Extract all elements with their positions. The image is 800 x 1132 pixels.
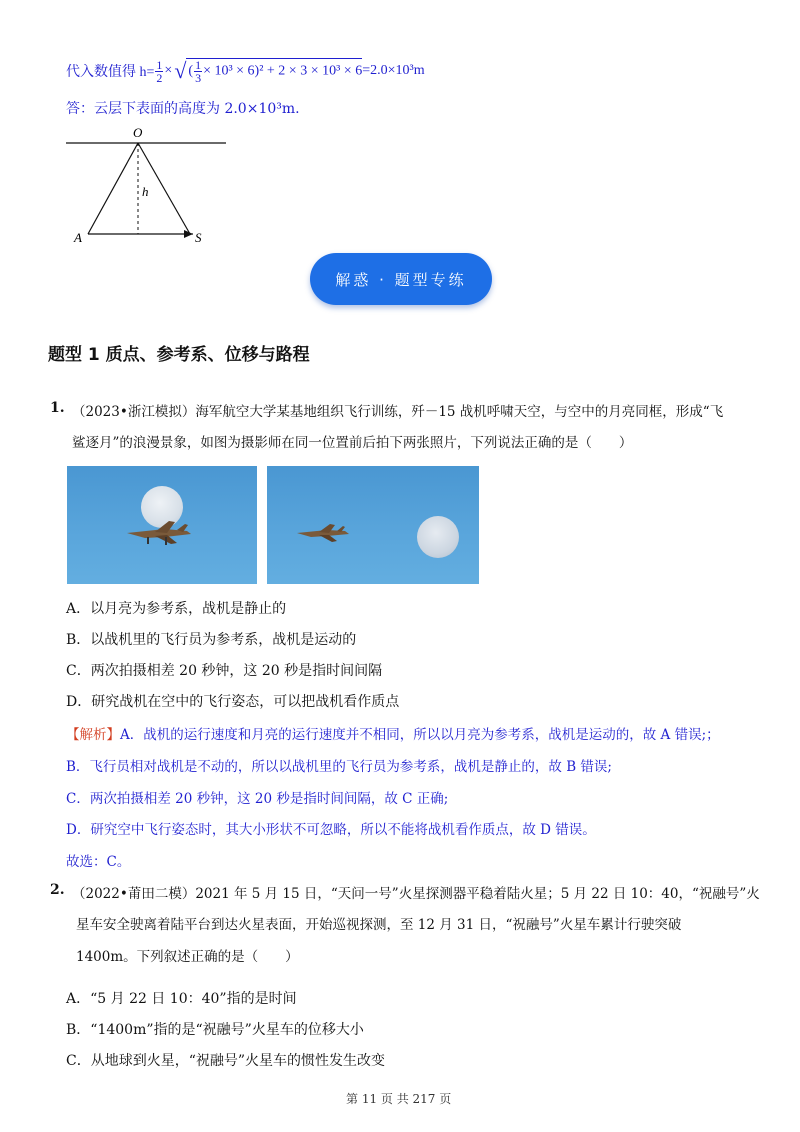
fraction-third: $\frac{1}{3}$ [195,58,202,85]
q1-option-b: B．以战机里的飞行员为参考系，战机是运动的 [66,632,357,648]
q2-stem-line1: （2022•莆田二模）2021 年 5 月 15 日，“天问一号”火星探测器平稳着陆火星；5 月 22 日 10：40，“祝融号”火 [72,886,760,902]
q1-stem-line2: 鲨逐月”的浪漫景象，如图为摄影师在同一位置前后拍下两张照片，下列说法正确的是（ ） [72,435,633,451]
sqrt-symbol: √ [174,58,187,83]
formula-prefix: 代入数值得 h= [66,65,155,80]
solution-answer: 答：云层下表面的高度为 2.0×10³m. [66,101,300,117]
analysis-tag: 【解析】 [66,727,120,743]
q1-option-a: A．以月亮为参考系，战机是静止的 [66,601,287,617]
q1-analysis-line2: B．飞行员相对战机是不动的，所以以战机里的飞行员为参考系，战机是静止的，故 B 错误; [66,759,612,775]
q1-option-d: D．研究战机在空中的飞行姿态，可以把战机看作质点 [66,694,400,710]
q2-number: 2. [50,882,65,898]
formula-result: =2.0×10³m [362,63,425,78]
photo-plane-moon-apart [267,466,479,584]
page-footer: 第 11 页 共 217 页 [346,1092,452,1106]
solution-formula: 代入数值得 h= $\frac{1}{2}$ × √ ( $\frac{1}{3}$ × 10³ × 6)² + 2 × 3 × 10³ × 6 =2.0×10³m [66,57,425,85]
q1-number: 1. [50,400,65,416]
q2-option-b: B．“1400m”指的是“祝融号”火星车的位移大小 [66,1022,364,1038]
q1-analysis-line4: D．研究空中飞行姿态时，其大小形状不可忽略，所以不能将战机看作质点，故 D 错误。 [66,822,596,838]
q2-option-a: A．“5 月 22 日 10：40”指的是时间 [66,991,297,1007]
path-a-to-o [88,143,138,234]
geometry-figure [60,124,230,249]
section-title: 题型 1 质点、参考系、位移与路程 [48,345,310,365]
q1-analysis-line3: C．两次拍摄相差 20 秒钟，这 20 秒是指时间间隔，故 C 正确; [66,791,449,807]
label-s: S [195,230,202,245]
sqrt-radicand: ( $\frac{1}{3}$ × 10³ × 6)² + 2 × 3 × 10³ × 6 [188,58,363,85]
moon-icon [417,516,459,558]
q1-option-c: C．两次拍摄相差 20 秒钟，这 20 秒是指时间间隔 [66,663,383,679]
label-a: A [74,230,82,245]
fighter-jet-icon [295,521,351,545]
q1-analysis-line1: 【解析】A．战机的运行速度和月亮的运行速度并不相同，所以以月亮为参考系，战机是运动的，故 A 错误;； [66,727,720,743]
banner-label: 解惑 · 题型专练 [335,270,467,289]
q1-stem-line1: （2023•浙江模拟）海军航空大学某基地组织飞行训练，歼－15 战机呼啸天空，与空中的月亮同框，形成“飞 [72,404,724,420]
q2-stem-line2: 星车安全驶离着陆平台到达火星表面，开始巡视探测，至 12 月 31 日，“祝融号”火星车累计行驶突破 [76,917,682,933]
q1-conclusion: 故选：C。 [66,854,131,870]
label-o: O [133,125,143,140]
label-h: h [142,184,149,199]
fraction-half: $\frac{1}{2}$ [156,57,163,85]
q2-stem-line3: 1400m。下列叙述正确的是（ ） [76,949,299,965]
fighter-jet-icon [125,518,195,548]
section-banner [310,253,492,305]
q2-option-c: C．从地球到火星，“祝融号”火星车的惯性发生改变 [66,1053,386,1069]
photo-plane-with-moon [67,466,257,584]
